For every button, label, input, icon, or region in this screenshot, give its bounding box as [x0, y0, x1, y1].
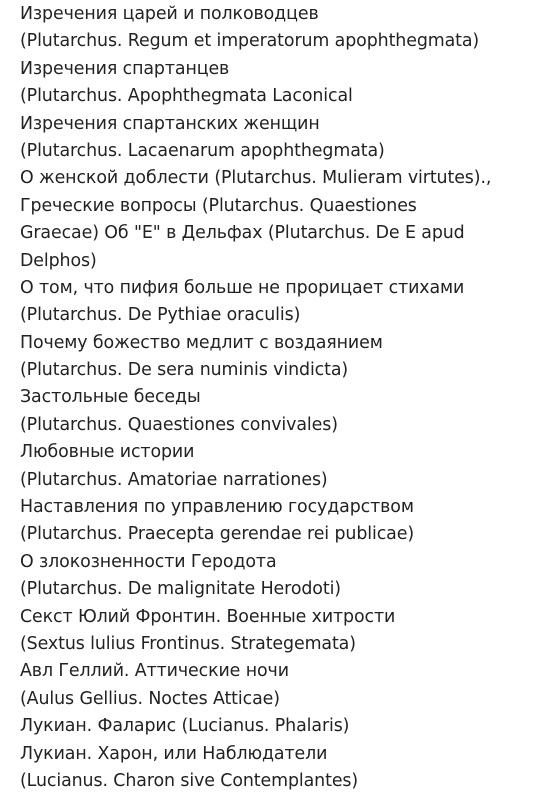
text-line: Почему божество медлит с воздаянием: [20, 332, 383, 353]
text-line: Застольные беседы: [20, 387, 201, 408]
text-line: Авл Геллий. Аттические ночи: [20, 661, 289, 682]
text-line: Изречения спартанских женщин: [20, 113, 320, 134]
text-line: Изречения спартанцев: [20, 58, 230, 79]
text-line: (Plutarchus. Amatoriae narrationes): [20, 469, 328, 490]
text-line: Лукиан. Фаларис (Lucianus. Phalaris): [20, 716, 350, 737]
text-line: Греческие вопросы (Plutarchus. Quaestiones: [20, 195, 417, 216]
text-line: (Plutarchus. Praecepta gerendae rei publicae): [20, 524, 415, 545]
text-line: (Plutarchus. De Pythiae oraculis): [20, 305, 301, 326]
text-line: Любовные истории: [20, 442, 195, 463]
text-line: Graecae) Об "E" в Дельфах (Plutarchus. De E apud: [20, 223, 465, 244]
text-line: О женской доблести (Plutarchus. Mulieram virtutes).,: [20, 168, 492, 189]
text-line: О том, что пифия больше не прорицает стихами: [20, 277, 465, 298]
text-line: О злокозненности Геродота: [20, 551, 277, 572]
text-line: (Lucianus. Charon sive Contemplantes): [20, 770, 359, 791]
text-line: (Plutarchus. De malignitate Herodoti): [20, 579, 341, 600]
text-line: (Plutarchus. Lacaenarum apophthegmata): [20, 140, 385, 161]
text-line: (Plutarchus. Apophthegmata Laconical: [20, 86, 353, 107]
text-line: (Aulus Gellius. Noctes Atticae): [20, 688, 280, 709]
text-line: Изречения царей и полководцев: [20, 4, 319, 24]
text-line: (Plutarchus. Quaestiones convivales): [20, 414, 338, 435]
document-text: [20, 1, 540, 795]
text-line: Секст Юлий Фронтин. Военные хитрости: [20, 606, 396, 627]
text-line: Delphos): [20, 250, 97, 271]
text-line: (Plutarchus. Regum et imperatorum apophthegmata): [20, 31, 480, 52]
text-line: Наставления по управлению государством: [20, 497, 414, 518]
text-line: (Plutarchus. De sera numinis vindicta): [20, 360, 349, 381]
text-line: (Sextus lulius Frontinus. Strategemata): [20, 633, 356, 654]
text-line: Лукиан. Харон, или Наблюдатели: [20, 743, 328, 764]
